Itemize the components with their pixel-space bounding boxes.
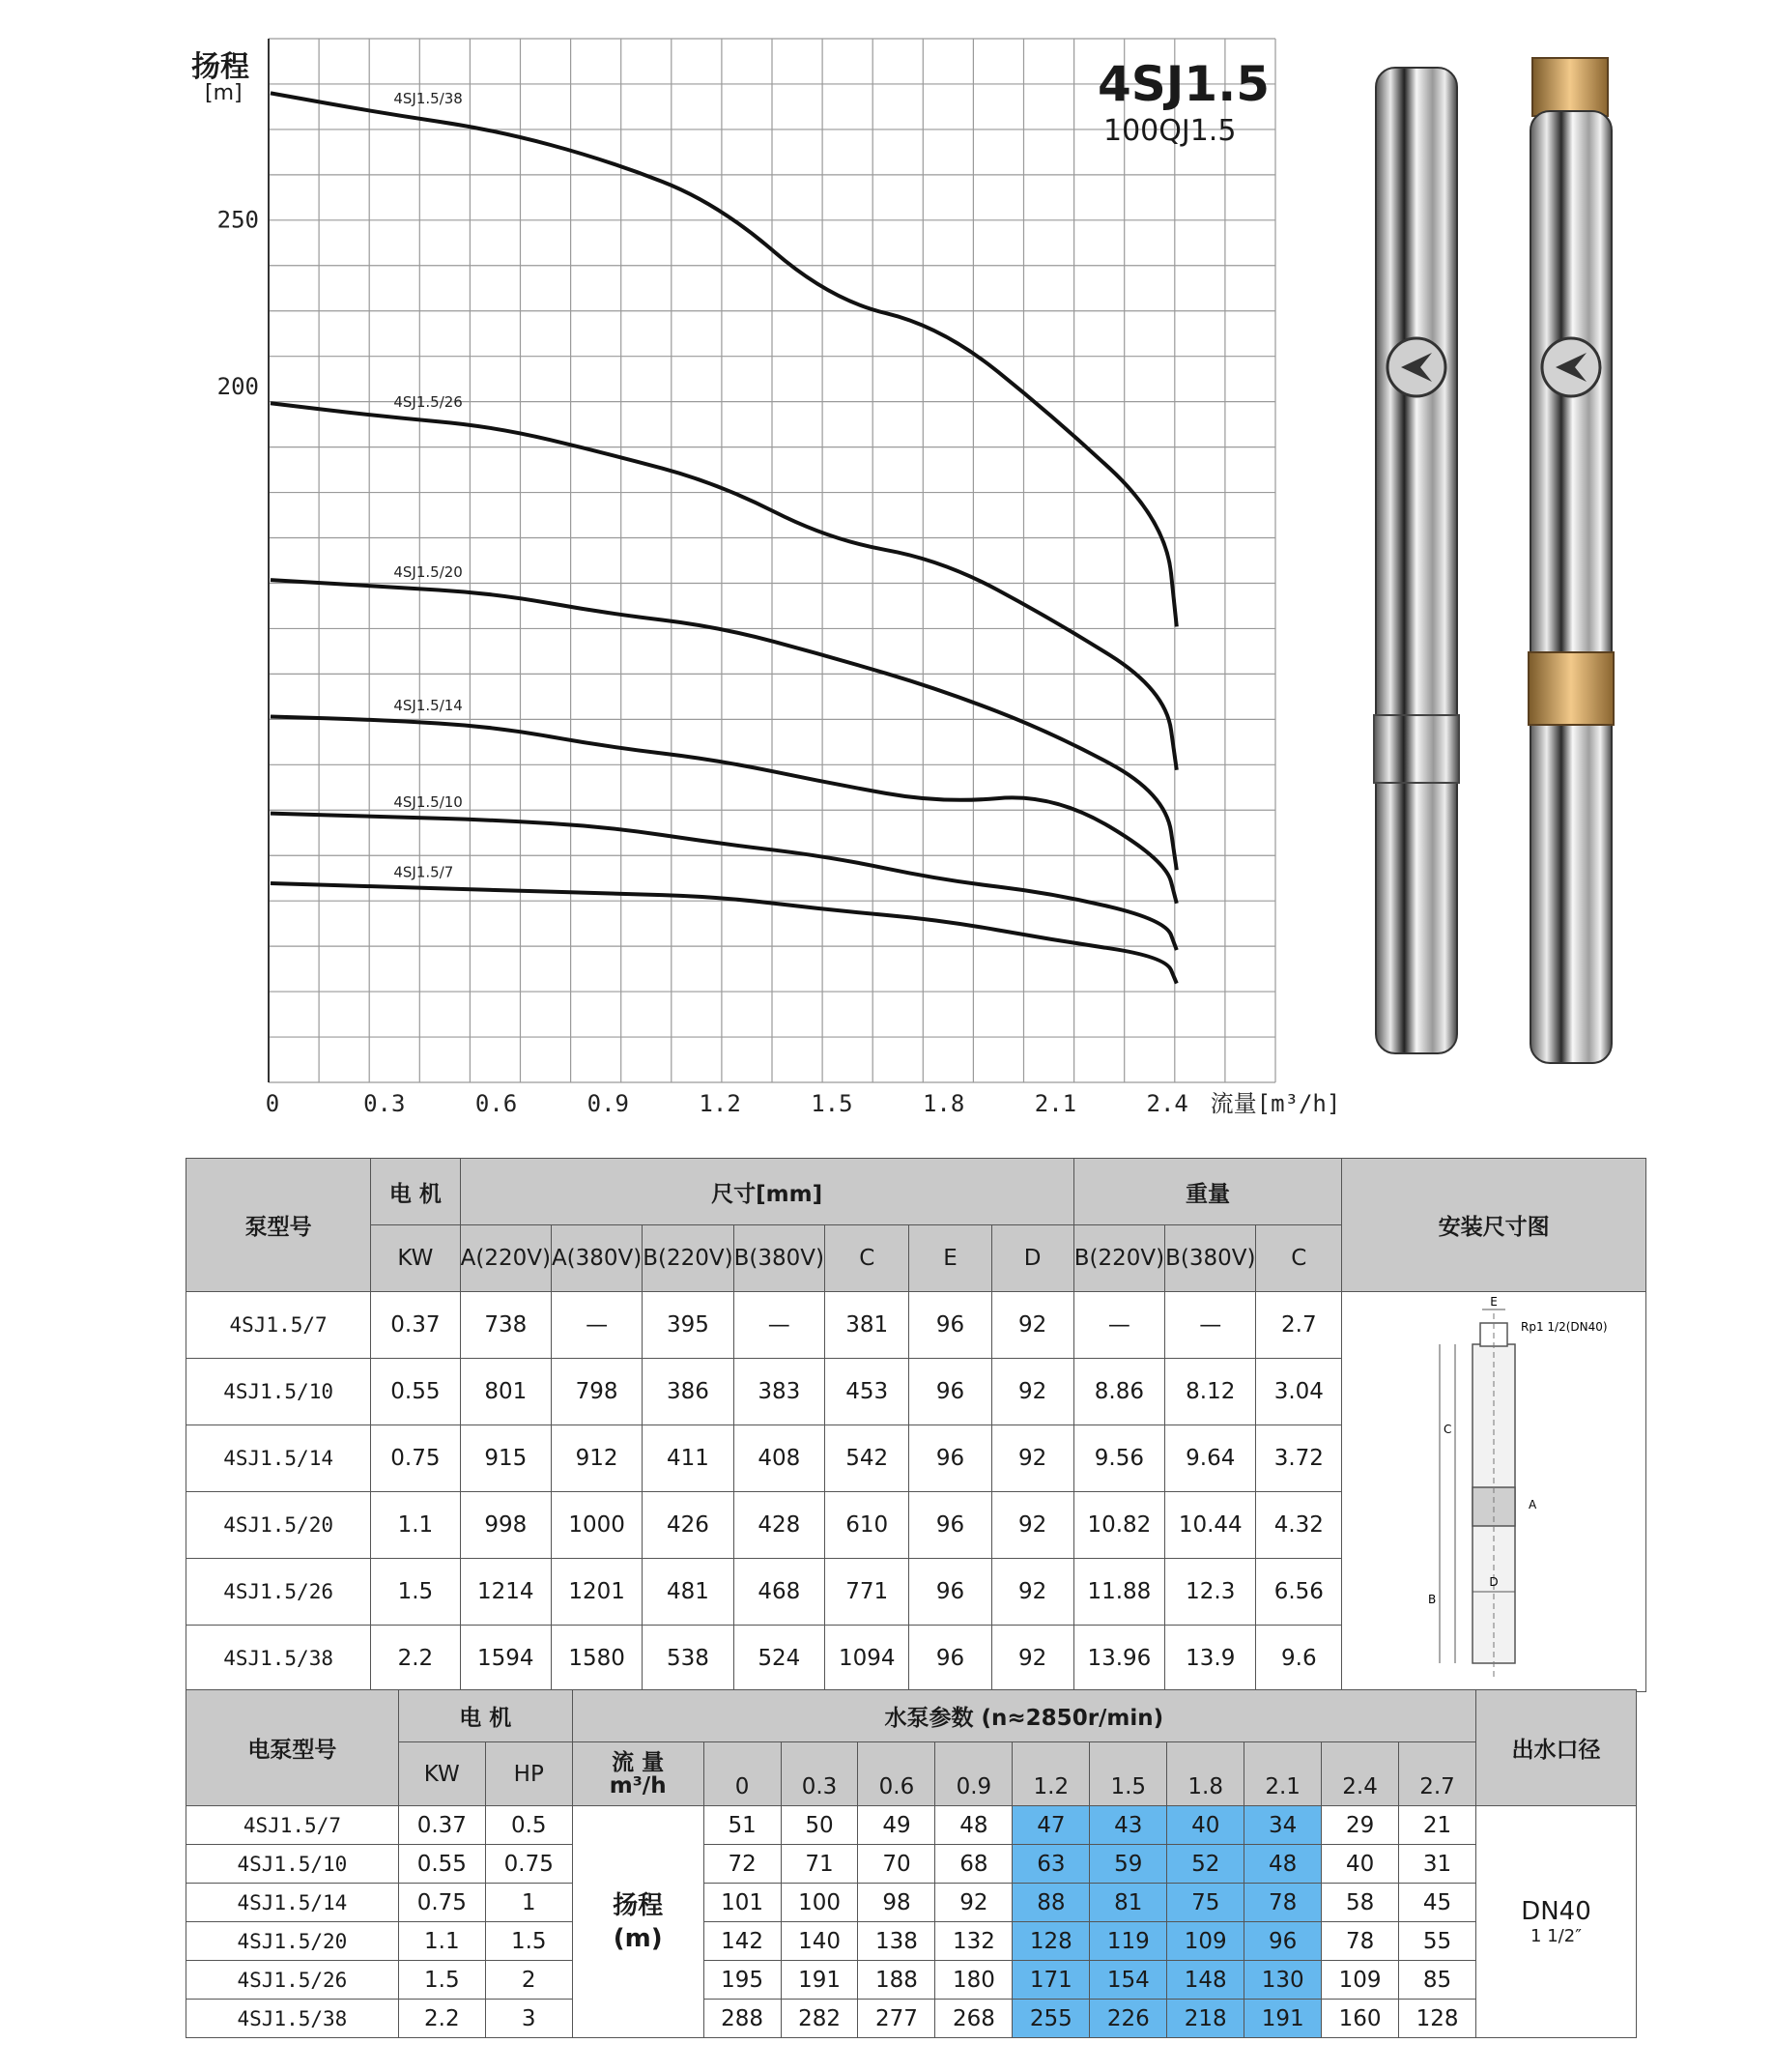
perf-flow-value: 2.7: [1399, 1742, 1476, 1806]
perf-head-value: 45: [1399, 1884, 1476, 1922]
x-tick-label: 1.5: [811, 1090, 853, 1117]
y-tick-label: 250: [216, 206, 259, 234]
perf-hp-cell: 1.5: [485, 1922, 572, 1961]
spec-cell-d: 92: [991, 1559, 1073, 1626]
perf-head-value: 226: [1090, 2000, 1167, 2038]
perf-row: [186, 1806, 1637, 1845]
y-axis-title: 扬程: [191, 50, 249, 84]
perf-head-value: 70: [858, 1845, 935, 1884]
perf-kw-cell: 0.75: [398, 1884, 485, 1922]
spec-cell-e: 96: [909, 1559, 991, 1626]
spec-cell-a380: —: [551, 1292, 642, 1359]
spec-cell-b220: 386: [643, 1359, 733, 1425]
perf-flow-value: 2.4: [1322, 1742, 1399, 1806]
perf-head-value: 50: [781, 1806, 858, 1845]
perf-head-value: 119: [1090, 1922, 1167, 1961]
perf-head-value: 100: [781, 1884, 858, 1922]
spec-cell-a220: 915: [460, 1425, 551, 1492]
perf-head-value: 92: [935, 1884, 1013, 1922]
spec-cell-w380: —: [1165, 1292, 1256, 1359]
spec-cell-b380: 468: [733, 1559, 824, 1626]
spec-cell-a220: 998: [460, 1492, 551, 1559]
spec-cell-kw: 0.55: [371, 1359, 460, 1425]
spec-subheader: D: [991, 1225, 1073, 1292]
spec-subheader: E: [909, 1225, 991, 1292]
spec-cell-e: 96: [909, 1359, 991, 1425]
pump-right-illustration: [1517, 58, 1623, 1073]
pump-left-illustration: [1362, 58, 1469, 1063]
perf-head-label-cell: [572, 1806, 703, 2038]
spec-cell-w220: 13.96: [1073, 1626, 1164, 1692]
curve-4sj1-5-10: [271, 814, 1177, 950]
perf-head-value: 58: [1322, 1884, 1399, 1922]
perf-head-value: 43: [1090, 1806, 1167, 1845]
head-label: 扬程: [613, 1890, 664, 1920]
perf-kw-cell: 0.55: [398, 1845, 485, 1884]
spec-cell-d: 92: [991, 1292, 1073, 1359]
spec-cell-w380: 12.3: [1165, 1559, 1256, 1626]
perf-head-value: 68: [935, 1845, 1013, 1884]
x-tick-label: 0.3: [363, 1090, 406, 1117]
perf-hp-cell: 0.75: [485, 1845, 572, 1884]
perf-head-value: 191: [781, 1961, 858, 2000]
head-unit: (m): [613, 1923, 663, 1953]
spec-header-install: 安装尺寸图: [1342, 1159, 1646, 1292]
spec-cell-c: 453: [824, 1359, 909, 1425]
spec-model-cell: 4SJ1.5/14: [186, 1425, 371, 1492]
perf-head-value: 154: [1090, 1961, 1167, 2000]
spec-cell-e: 96: [909, 1425, 991, 1492]
perf-kw-cell: 0.37: [398, 1806, 485, 1845]
spec-cell-wc: 3.04: [1256, 1359, 1342, 1425]
spec-subheader: A(220V): [460, 1225, 551, 1292]
spec-cell-d: 92: [991, 1425, 1073, 1492]
perf-head-value: 282: [781, 2000, 858, 2038]
spec-cell-a380: 1201: [551, 1559, 642, 1626]
perf-head-value: 109: [1167, 1922, 1244, 1961]
curve-label: 4SJ1.5/26: [393, 393, 463, 412]
x-tick-label: 0.6: [474, 1090, 518, 1117]
spec-cell-b380: 524: [733, 1626, 824, 1692]
spec-header-weight: 重量: [1073, 1159, 1341, 1225]
perf-head-value: 188: [858, 1961, 935, 2000]
perf-head-value: 128: [1013, 1922, 1090, 1961]
flow-unit: m³/h: [609, 1772, 667, 1799]
perf-head-value: 132: [935, 1922, 1013, 1961]
spec-weight-subheader: B(380V): [1165, 1225, 1256, 1292]
perf-hp-cell: 2: [485, 1961, 572, 2000]
spec-model-cell: 4SJ1.5/10: [186, 1359, 371, 1425]
performance-table: [186, 1689, 1637, 2038]
perf-hp-cell: 0.5: [485, 1806, 572, 1845]
install-diagram-cell: [1342, 1292, 1646, 1692]
spec-cell-a380: 798: [551, 1359, 642, 1425]
perf-head-value: 29: [1322, 1806, 1399, 1845]
spec-cell-b220: 481: [643, 1559, 733, 1626]
spec-subheader: C: [824, 1225, 909, 1292]
spec-cell-b380: —: [733, 1292, 824, 1359]
spec-cell-c: 610: [824, 1492, 909, 1559]
model-badge-title: 4SJ1.5: [1098, 56, 1270, 112]
spec-cell-c: 381: [824, 1292, 909, 1359]
spec-header-kw: KW: [371, 1225, 460, 1292]
perf-kw-cell: 1.5: [398, 1961, 485, 2000]
spec-cell-w380: 10.44: [1165, 1492, 1256, 1559]
spec-cell-kw: 0.37: [371, 1292, 460, 1359]
perf-head-value: 85: [1399, 1961, 1476, 2000]
x-tick-label: 1.2: [699, 1090, 741, 1117]
spec-cell-e: 96: [909, 1492, 991, 1559]
perf-head-value: 109: [1322, 1961, 1399, 2000]
perf-hp-cell: 3: [485, 2000, 572, 2038]
curve-label: 4SJ1.5/10: [393, 793, 463, 812]
perf-head-value: 40: [1167, 1806, 1244, 1845]
flow-label: 流 量: [612, 1749, 665, 1775]
perf-head-value: 40: [1322, 1845, 1399, 1884]
spec-cell-a380: 912: [551, 1425, 642, 1492]
spec-cell-c: 542: [824, 1425, 909, 1492]
perf-head-value: 49: [858, 1806, 935, 1845]
spec-cell-wc: 3.72: [1256, 1425, 1342, 1492]
perf-outlet-cell: [1475, 1806, 1636, 2038]
perf-flow-value: 0.9: [935, 1742, 1013, 1806]
spec-cell-kw: 0.75: [371, 1425, 460, 1492]
diagram-label-rp: Rp1 1/2(DN40): [1521, 1319, 1608, 1334]
perf-header-flow: [572, 1742, 703, 1806]
outlet-sub: 1 1/2″: [1530, 1926, 1582, 1946]
x-tick-label: 0.9: [586, 1090, 630, 1117]
perf-header-hp: HP: [485, 1742, 572, 1806]
perf-hp-cell: 1: [485, 1884, 572, 1922]
chart-grid: [269, 39, 1275, 1082]
chart-svg: [184, 39, 1341, 1121]
spec-cell-c: 1094: [824, 1626, 909, 1692]
perf-head-value: 78: [1322, 1922, 1399, 1961]
spec-cell-a380: 1580: [551, 1626, 642, 1692]
spec-model-cell: 4SJ1.5/38: [186, 1626, 371, 1692]
perf-head-value: 277: [858, 2000, 935, 2038]
perf-kw-cell: 2.2: [398, 2000, 485, 2038]
spec-cell-b380: 428: [733, 1492, 824, 1559]
perf-model-cell: 4SJ1.5/14: [186, 1884, 399, 1922]
spec-weight-subheader: B(220V): [1073, 1225, 1164, 1292]
spec-header-model: 泵型号: [186, 1159, 371, 1292]
spec-cell-w220: 11.88: [1073, 1559, 1164, 1626]
perf-head-value: 180: [935, 1961, 1013, 2000]
perf-head-value: 98: [858, 1884, 935, 1922]
diagram-label-e: E: [1490, 1294, 1498, 1309]
perf-head-value: 160: [1322, 2000, 1399, 2038]
perf-flow-value: 2.1: [1244, 1742, 1322, 1806]
spec-cell-b380: 383: [733, 1359, 824, 1425]
spec-cell-w220: —: [1073, 1292, 1164, 1359]
spec-cell-a220: 801: [460, 1359, 551, 1425]
performance-chart: [184, 39, 1341, 1121]
diagram-label-a: A: [1529, 1497, 1537, 1511]
spec-cell-w380: 13.9: [1165, 1626, 1256, 1692]
spec-row: [186, 1292, 1646, 1359]
perf-row: [186, 1884, 1637, 1922]
spec-cell-b220: 426: [643, 1492, 733, 1559]
diagram-label-d: D: [1489, 1574, 1499, 1589]
spec-cell-a380: 1000: [551, 1492, 642, 1559]
curve-4sj1-5-7: [271, 883, 1177, 984]
perf-head-value: 63: [1013, 1845, 1090, 1884]
curve-4sj1-5-20: [271, 580, 1177, 870]
perf-head-value: 31: [1399, 1845, 1476, 1884]
perf-head-value: 142: [703, 1922, 781, 1961]
perf-head-value: 47: [1013, 1806, 1090, 1845]
perf-model-cell: 4SJ1.5/7: [186, 1806, 399, 1845]
y-axis-unit: [m]: [205, 81, 243, 105]
perf-head-value: 88: [1013, 1884, 1090, 1922]
perf-flow-value: 1.8: [1167, 1742, 1244, 1806]
perf-header-params: 水泵参数 (n≈2850r/min): [572, 1690, 1475, 1742]
curve-label: 4SJ1.5/38: [393, 90, 463, 108]
chart-curve-labels: [393, 90, 462, 880]
spec-model-cell: 4SJ1.5/26: [186, 1559, 371, 1626]
perf-head-value: 171: [1013, 1961, 1090, 2000]
perf-kw-cell: 1.1: [398, 1922, 485, 1961]
perf-flow-value: 1.2: [1013, 1742, 1090, 1806]
perf-row: [186, 2000, 1637, 2038]
spec-cell-b220: 538: [643, 1626, 733, 1692]
perf-head-value: 75: [1167, 1884, 1244, 1922]
spec-cell-d: 92: [991, 1492, 1073, 1559]
perf-flow-value: 0.3: [781, 1742, 858, 1806]
perf-head-value: 48: [1244, 1845, 1322, 1884]
spec-cell-w380: 9.64: [1165, 1425, 1256, 1492]
spec-cell-b220: 395: [643, 1292, 733, 1359]
perf-head-value: 51: [703, 1806, 781, 1845]
perf-flow-value: 0.6: [858, 1742, 935, 1806]
perf-row: [186, 1922, 1637, 1961]
perf-head-value: 21: [1399, 1806, 1476, 1845]
spec-cell-wc: 9.6: [1256, 1626, 1342, 1692]
spec-cell-a220: 1214: [460, 1559, 551, 1626]
perf-head-value: 255: [1013, 2000, 1090, 2038]
perf-head-value: 268: [935, 2000, 1013, 2038]
spec-cell-wc: 6.56: [1256, 1559, 1342, 1626]
model-badge-subtitle: 100QJ1.5: [1103, 114, 1237, 148]
perf-head-value: 72: [703, 1845, 781, 1884]
spec-cell-a220: 738: [460, 1292, 551, 1359]
spec-cell-b380: 408: [733, 1425, 824, 1492]
spec-cell-d: 92: [991, 1359, 1073, 1425]
perf-head-value: 48: [935, 1806, 1013, 1845]
x-axis-title: 流量[m³/h]: [1210, 1090, 1341, 1117]
perf-model-cell: 4SJ1.5/10: [186, 1845, 399, 1884]
spec-cell-e: 96: [909, 1626, 991, 1692]
outlet-value: DN40: [1521, 1897, 1591, 1926]
spec-cell-wc: 4.32: [1256, 1492, 1342, 1559]
x-tick-label: 2.1: [1034, 1090, 1077, 1117]
x-tick-label: 1.8: [922, 1090, 965, 1117]
spec-cell-w220: 8.86: [1073, 1359, 1164, 1425]
spec-cell-kw: 1.1: [371, 1492, 460, 1559]
perf-row: [186, 1961, 1637, 2000]
spec-cell-e: 96: [909, 1292, 991, 1359]
x-tick-label: 0: [265, 1090, 280, 1117]
perf-head-value: 138: [858, 1922, 935, 1961]
perf-head-value: 78: [1244, 1884, 1322, 1922]
spec-model-cell: 4SJ1.5/20: [186, 1492, 371, 1559]
perf-head-value: 130: [1244, 1961, 1322, 2000]
perf-model-cell: 4SJ1.5/26: [186, 1961, 399, 2000]
perf-model-cell: 4SJ1.5/20: [186, 1922, 399, 1961]
perf-header-kw: KW: [398, 1742, 485, 1806]
perf-head-value: 140: [781, 1922, 858, 1961]
curve-4sj1-5-38: [271, 93, 1177, 626]
spec-subheader: A(380V): [551, 1225, 642, 1292]
perf-head-value: 96: [1244, 1922, 1322, 1961]
spec-cell-w220: 10.82: [1073, 1492, 1164, 1559]
perf-row: [186, 1845, 1637, 1884]
perf-head-value: 195: [703, 1961, 781, 2000]
dimension-spec-table: [186, 1158, 1646, 1692]
y-tick-label: 200: [216, 373, 259, 400]
perf-head-value: 288: [703, 2000, 781, 2038]
perf-header-motor: 电 机: [398, 1690, 572, 1742]
perf-head-value: 59: [1090, 1845, 1167, 1884]
diagram-label-c: C: [1444, 1422, 1452, 1436]
curve-label: 4SJ1.5/20: [393, 563, 463, 581]
curve-label: 4SJ1.5/7: [393, 863, 454, 881]
perf-head-value: 148: [1167, 1961, 1244, 2000]
x-tick-label: 2.4: [1146, 1090, 1188, 1117]
spec-cell-c: 771: [824, 1559, 909, 1626]
perf-model-cell: 4SJ1.5/38: [186, 2000, 399, 2038]
perf-head-value: 191: [1244, 2000, 1322, 2038]
perf-head-value: 52: [1167, 1845, 1244, 1884]
perf-flow-value: 0: [703, 1742, 781, 1806]
perf-head-value: 81: [1090, 1884, 1167, 1922]
spec-weight-subheader: C: [1256, 1225, 1342, 1292]
pump-photo-right: [1517, 58, 1623, 1073]
spec-cell-w380: 8.12: [1165, 1359, 1256, 1425]
perf-head-value: 101: [703, 1884, 781, 1922]
perf-head-value: 55: [1399, 1922, 1476, 1961]
perf-header-outlet: 出水口径: [1475, 1690, 1636, 1806]
spec-cell-d: 92: [991, 1626, 1073, 1692]
spec-header-motor: 电 机: [371, 1159, 460, 1225]
spec-subheader: B(380V): [733, 1225, 824, 1292]
spec-header-size: 尺寸[mm]: [460, 1159, 1073, 1225]
install-dimension-diagram: [1349, 1296, 1639, 1683]
perf-head-value: 218: [1167, 2000, 1244, 2038]
spec-cell-kw: 2.2: [371, 1626, 460, 1692]
perf-head-value: 128: [1399, 2000, 1476, 2038]
pump-photo-left: [1362, 58, 1469, 1063]
spec-cell-wc: 2.7: [1256, 1292, 1342, 1359]
spec-cell-b220: 411: [643, 1425, 733, 1492]
perf-head-value: 71: [781, 1845, 858, 1884]
spec-cell-kw: 1.5: [371, 1559, 460, 1626]
spec-cell-a220: 1594: [460, 1626, 551, 1692]
perf-flow-value: 1.5: [1090, 1742, 1167, 1806]
curve-label: 4SJ1.5/14: [393, 697, 463, 714]
spec-subheader: B(220V): [643, 1225, 733, 1292]
diagram-label-b: B: [1428, 1592, 1437, 1606]
spec-cell-w220: 9.56: [1073, 1425, 1164, 1492]
spec-model-cell: 4SJ1.5/7: [186, 1292, 371, 1359]
perf-head-value: 34: [1244, 1806, 1322, 1845]
perf-header-model: 电泵型号: [186, 1690, 399, 1806]
